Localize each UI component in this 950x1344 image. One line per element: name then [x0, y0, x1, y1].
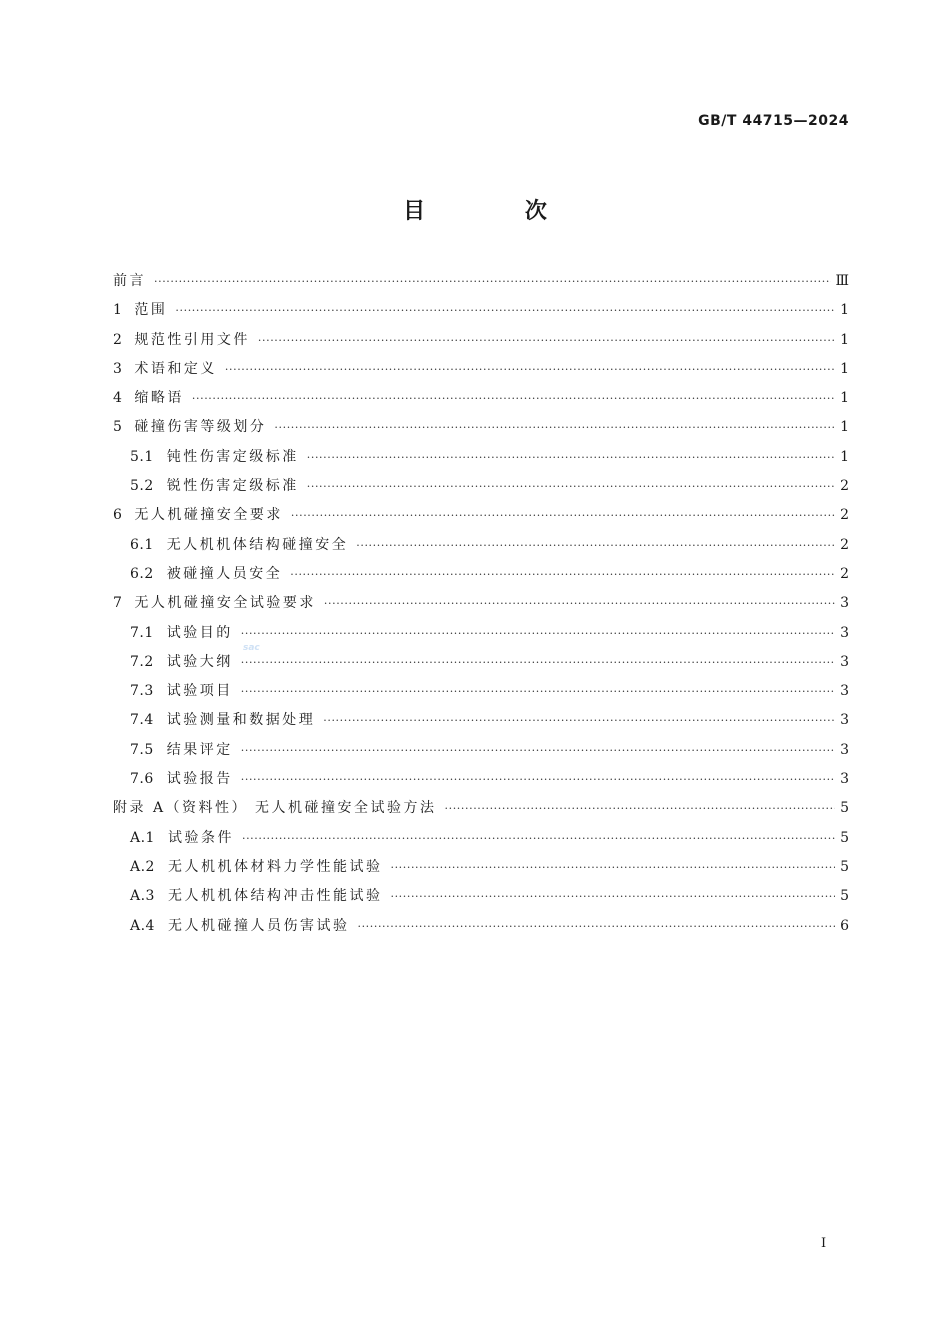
toc-entry-label: 前言 [113, 273, 146, 289]
toc-entry-label: 碰撞伤害等级划分 [134, 419, 267, 436]
toc-entry-page: 3 [840, 595, 849, 612]
toc-entry-number: 2 [113, 331, 123, 348]
toc-entry[interactable] [113, 270, 849, 299]
toc-dot-leader [241, 744, 835, 757]
toc-entry-number: 7 [113, 595, 123, 612]
toc-entry[interactable] [113, 358, 849, 387]
toc-entry-number: 1 [113, 302, 123, 319]
toc-entry[interactable] [113, 709, 849, 738]
toc-entry-label: 试验项目 [166, 683, 233, 700]
toc-dot-leader [154, 275, 831, 288]
toc-entry-label: 无人机碰撞人员伤害试验 [167, 917, 350, 934]
toc-entry-label: 试验报告 [166, 771, 233, 788]
toc-entry-page: 5 [840, 800, 849, 817]
toc-entry-number: 6 [113, 507, 123, 524]
toc-entry-page: 1 [840, 448, 849, 465]
toc-entry-number: 5.2 [130, 478, 154, 495]
table-of-contents [113, 270, 849, 944]
toc-entry-label: 锐性伤害定级标准 [166, 478, 299, 495]
toc-entry-page: 2 [840, 536, 849, 553]
toc-entry[interactable] [113, 768, 849, 797]
toc-dot-leader [175, 304, 835, 317]
toc-dot-leader [241, 685, 835, 698]
toc-entry-number: 7.3 [130, 683, 154, 700]
toc-entry-page: 3 [840, 683, 849, 700]
toc-entry[interactable] [113, 299, 849, 328]
toc-entry-page: 3 [840, 624, 849, 641]
toc-entry-number: 6.1 [130, 536, 154, 553]
toc-entry-page: 2 [840, 507, 849, 524]
toc-entry-label: 范围 [134, 302, 168, 319]
toc-dot-leader [225, 363, 835, 376]
toc-entry[interactable] [113, 387, 849, 416]
toc-dot-leader [390, 861, 835, 874]
toc-entry-number: 7.1 [130, 624, 154, 641]
toc-entry-label: 试验条件 [167, 829, 234, 846]
toc-entry-page: Ⅲ [835, 273, 849, 289]
toc-entry-page: 1 [840, 360, 849, 377]
toc-dot-leader [390, 890, 835, 903]
watermark-logo-icon: sac [243, 643, 260, 653]
toc-dot-leader [323, 714, 835, 727]
toc-entry-page: 5 [840, 888, 849, 905]
toc-entry[interactable] [113, 651, 849, 680]
toc-dot-leader [291, 509, 835, 522]
toc-entry-number: 3 [113, 360, 123, 377]
toc-entry-number: A.2 [130, 858, 155, 875]
toc-entry[interactable] [113, 563, 849, 592]
toc-entry[interactable] [113, 680, 849, 709]
toc-entry[interactable] [113, 475, 849, 504]
toc-entry-label: 术语和定义 [134, 360, 217, 377]
toc-dot-leader [290, 568, 835, 581]
toc-entry-number: 7.5 [130, 741, 154, 758]
toc-entry-label: 试验测量和数据处理 [166, 712, 316, 729]
toc-entry-page: 1 [840, 331, 849, 348]
toc-dot-leader [445, 802, 835, 815]
toc-dot-leader [242, 832, 835, 845]
toc-entry-label: 结果评定 [166, 741, 233, 758]
toc-entry[interactable] [113, 856, 849, 885]
toc-entry-label: 被碰撞人员安全 [166, 565, 283, 582]
toc-dot-leader [307, 451, 835, 464]
page-number: I [821, 1236, 827, 1251]
toc-entry-number: A.4 [130, 917, 155, 934]
toc-dot-leader [241, 656, 835, 669]
page-title: 目 次 [403, 199, 593, 224]
toc-entry-page: 3 [840, 771, 849, 788]
toc-entry-label: 无人机机体结构冲击性能试验 [167, 888, 383, 905]
standard-code: GB/T 44715—2024 [698, 113, 849, 129]
toc-dot-leader [241, 773, 835, 786]
toc-entry-label: 规范性引用文件 [134, 331, 250, 348]
toc-entry-page: 6 [840, 917, 849, 934]
toc-dot-leader [192, 392, 835, 405]
toc-entry-label: 无人机碰撞安全要求 [134, 507, 283, 524]
toc-entry[interactable] [113, 504, 849, 533]
toc-entry[interactable] [113, 915, 849, 944]
toc-entry[interactable] [113, 827, 849, 856]
toc-entry-number: A.1 [130, 829, 155, 846]
toc-entry-number: 5.1 [130, 448, 154, 465]
toc-dot-leader [307, 480, 835, 493]
toc-entry[interactable] [113, 416, 849, 445]
toc-entry[interactable] [113, 622, 849, 651]
toc-dot-leader [274, 421, 835, 434]
toc-entry-page: 2 [840, 565, 849, 582]
toc-entry-label: 试验目的 [166, 624, 233, 641]
toc-entry-label: 无人机机体结构碰撞安全 [166, 536, 349, 553]
toc-entry-label: 无人机碰撞安全试验要求 [134, 595, 316, 612]
toc-dot-leader [241, 627, 835, 640]
toc-entry[interactable] [113, 885, 849, 914]
toc-entry-page: 1 [840, 302, 849, 319]
toc-dot-leader [258, 334, 835, 347]
toc-entry-number: 5 [113, 419, 123, 436]
toc-entry-page: 5 [840, 858, 849, 875]
toc-entry-number: 7.2 [130, 653, 154, 670]
toc-entry-number: 7.4 [130, 712, 154, 729]
toc-entry-page: 2 [840, 478, 849, 495]
toc-entry-number: 6.2 [130, 565, 154, 582]
toc-entry-page: 3 [840, 712, 849, 729]
toc-entry-number: 7.6 [130, 771, 154, 788]
toc-entry-page: 3 [840, 653, 849, 670]
toc-entry-label: 缩略语 [134, 390, 184, 407]
toc-entry-page: 1 [840, 419, 849, 436]
toc-entry-label: 试验大纲 [166, 653, 233, 670]
toc-entry-label: 附录 A（资料性） 无人机碰撞安全试验方法 [113, 800, 437, 817]
toc-entry[interactable] [113, 534, 849, 563]
toc-dot-leader [357, 920, 835, 933]
toc-entry[interactable] [113, 329, 849, 358]
toc-entry-label: 无人机机体材料力学性能试验 [167, 858, 383, 875]
toc-entry-page: 3 [840, 741, 849, 758]
toc-entry-page: 5 [840, 829, 849, 846]
toc-entry[interactable] [113, 739, 849, 768]
toc-entry-number: A.3 [130, 888, 155, 905]
toc-entry-number: 4 [113, 390, 123, 407]
toc-entry[interactable] [113, 446, 849, 475]
toc-dot-leader [324, 597, 835, 610]
toc-entry-label: 钝性伤害定级标准 [166, 448, 299, 465]
toc-entry[interactable] [113, 797, 849, 826]
toc-entry[interactable] [113, 592, 849, 621]
toc-dot-leader [356, 539, 835, 552]
toc-entry-page: 1 [840, 390, 849, 407]
